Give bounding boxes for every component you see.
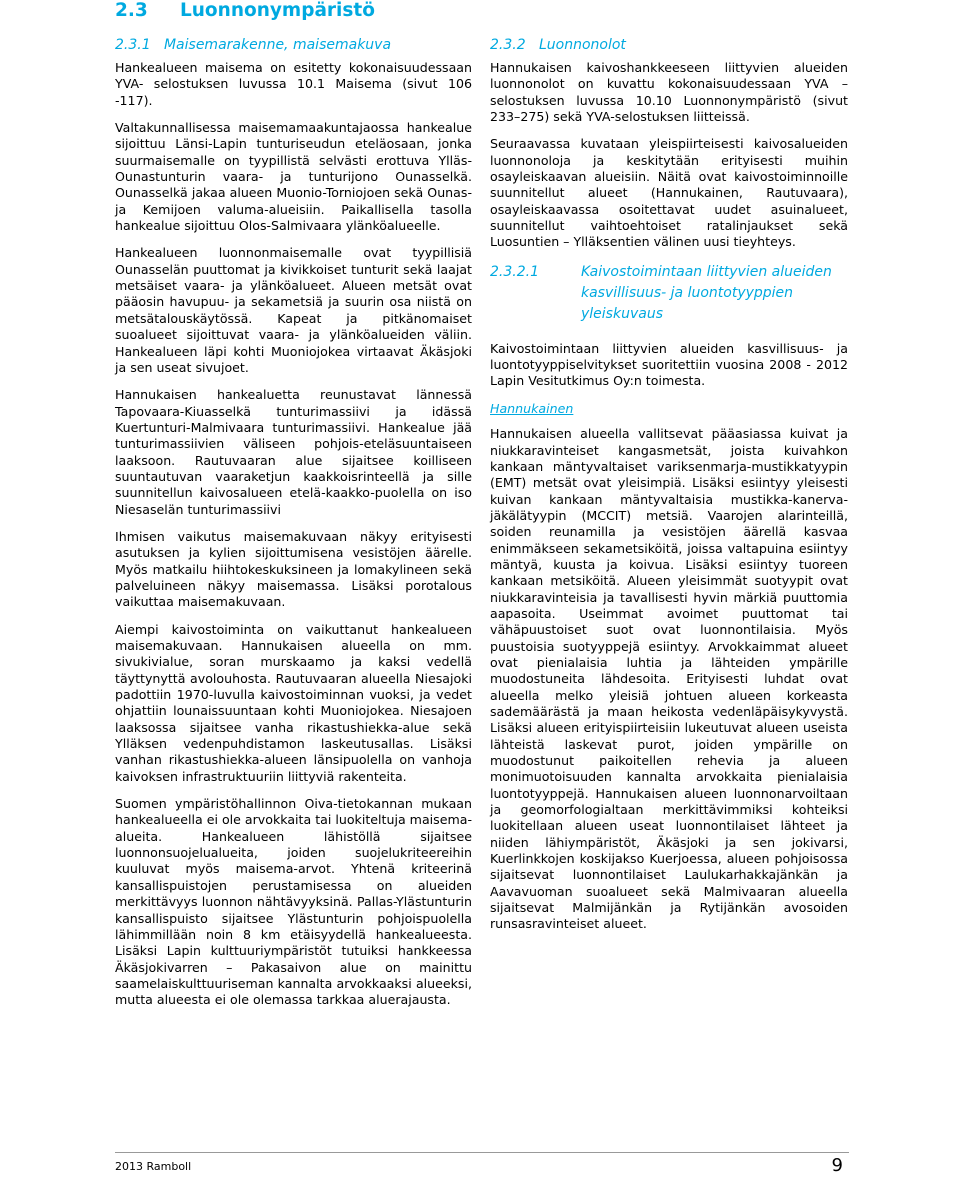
right-column — [490, 36, 848, 944]
paragraph: Hannukaisen hankealuetta reunustavat lännessä Tapovaara-Kiuasselkä tunturimassiivi ja idässä Kuertunturi-Malmivaara tunturimassiivi. Hankealue jää tunturimassiivien väliseen pohjois-eteläsuuntaiseen laaksoon. Rautuvaaran alue sijaitsee koilliseen suuntautuvan vaaraketjun kaakkoisrinteellä ja sille suunnitellun kaivosalueen etelä-kaakko-puolella on iso Niesaselän tunturimassiivi — [115, 387, 472, 517]
left-column — [115, 36, 472, 1020]
section-heading-maisemarakenne: 2.3.1 Maisemarakenne, maisemakuva — [115, 37, 392, 53]
page-number: 9 — [831, 1155, 843, 1176]
paragraph: Hannukaisen kaivoshankkeeseen liittyvien alueiden luonnonolot on kuvattu kokonaisuudessaan YVA – selostuksen luvussa 10.10 Luonnonympäristö (sivut 233–275) sekä YVA-selostuksen liitteissä. — [490, 60, 848, 125]
paragraph: Hankealueen luonnonmaisemalle ovat tyypillisiä Ounasselän puuttomat ja kivikkoiset tunturit sekä laajat metsäiset vaara- ja ylänköalueet. Alueen metsät ovat pääosin havupuu- ja sekametsiä ja suurin osa niistä on metsätalouskäytössä. Kapeat ja pitkänomaiset suoalueet sijoittuvat vaara- ja ylänköalueiden väliin. Hankealueen läpi kohti Muoniojokea virtaavat Äkäsjoki ja sen useat sivujoet. — [115, 245, 472, 375]
paragraph: Kaivostoimintaan liittyvien alueiden kasvillisuus- ja luontotyyppiselvitykset suoritettiin vuosina 2008 - 2012 Lapin Vesitutkimus Oy:n toimesta. — [490, 340, 848, 389]
subsection-number: 2.3.2.1 — [490, 263, 539, 280]
subsection-title: Kaivostoimintaan liittyvien alueiden kasvillisuus- ja luontotyyppien yleiskuvaus — [581, 263, 832, 322]
footer-divider — [115, 1152, 849, 1153]
footer-copyright: 2013 Ramboll — [115, 1160, 192, 1173]
paragraph: Suomen ympäristöhallinnon Oiva-tietokannan mukaan hankealueella ei ole arvokkaita tai luokiteltuja maisema-alueita. Hankealueen lähistöllä sijaitsee luonnonsuojelualueita, joiden suojelukriteereihin kuuluvat myös maisema-arvot. Yhtenä kriteerinä kansallispuistojen perustamisessa on alueiden merkittävyys luonnon nähtävyyksinä. Pallas-Ylästunturin kansallispuisto sijaitsee Ylästunturin pohjoispuolella lähimmillään noin 8 km etäisyydellä hankealueesta. Lisäksi Lapin kulttuuriympäristöt tutuiksi hankkeessa Äkäsjokivarren – Pakasaivon alue on mainittu saamelaiskulttuuriseman kannalta arvokkaaksi alueeksi, mutta alueesta ei ole olemassa tarkkaa aluerajausta. — [115, 796, 472, 1008]
paragraph: Hannukaisen alueella vallitsevat pääasiassa kuivat ja niukkaravinteiset kangasmetsät, joista kuivahkon kankaan mäntyvaltaiset variksenmarja-mustikkatyypin (EMT) metsät ovat yleisimpiä. Lisäksi esiintyy yleisesti kuivan kankaan mäntyvaltaisia mustikka-kanerva-jäkälätyypin (MCCIT) metsiä. Vaarojen alarinteillä, soiden reunamilla ja vesistöjen äärellä kasvaa enimmäkseen sekametsiköitä, joissa valtapuina esiintyy mäntyä, kuusta ja koivua. Lisäksi esiintyy tuoreen kankaan metsiköitä. Alueen yleisimmät suotyypit ovat niukkaravinteisia ja tavallisesti hyvin märkiä puuttomia aapasoita. Useimmat avoimet puuttomat tai vähäpuustoiset suot ovat luonnontilaisia. Myös puustoisia suotyyppejä esiintyy. Arvokkaimmat alueet ovat pienialaisia luhtia ja lähteiden ympärille muodostuneita lähdesoita. Erityisesti luhdat ovat alueella melko yleisiä johtuen alueen korkeasta sademäärästä ja maan heikosta vedenläpäisykyvystä. Lisäksi alueen erityispiirteisiin lukeutuvat alueen useista lähteistä laskevat purot, joiden ympärille on muodostunut paikoitellen rehevia ja alueen monimuotoisuuden kannalta arvokkaita pienialaisia luontotyyppejä. Hannukaisen alueen luonnonarvoiltaan ja geomorfologialtaan merkittävimmiksi kohteiksi luokitellaan alueen useat luonnontilaiset lähteet ja niiden lähiympäristöt, Äkäsjoki ja sen jokivarsi, Kuerlinkkojen koskijakso Kuerjoessa, alueen pohjoisossa sijaitsevat luonnontilaiset Laulukarhakkajänkän ja Aavavuoman suoalueet sekä Malmivaaran alueella sijaitsevat Malmijänkän ja Rytijänkän avosoiden runsasravinteiset alueet. — [490, 426, 848, 932]
paragraph: Hankealueen maisema on esitetty kokonaisuudessaan YVA- selostuksen luvussa 10.1 Maisema (sivut 106 -117). — [115, 60, 472, 108]
page-title: 2.3 Luonnonympäristö — [115, 0, 375, 21]
paragraph: Valtakunnallisessa maisemamaakuntajaossa hankealue sijoittuu Länsi-Lapin tunturiseudun eteläosaan, jonka suurmaisemalle on tyypillistä selvästi erottuva Ylläs-Ounastunturin vaara- ja tunturijono Ounasselkä. Ounasselkä jakaa alueen Muonio-Torniojoen sekä Ounas- ja Kemijoen valuma-alueisiin. Paikallisella tasolla hankealue sijoittuu Olos-Salmivaara ylänköalueelle. — [115, 120, 472, 234]
subsection-heading — [490, 262, 848, 325]
paragraph: Ihmisen vaikutus maisemakuvaan näkyy erityisesti asutuksen ja kylien sijoittumisena vesistöjen äärelle. Myös matkailu hiihtokeskuksineen ja lomakylineen sekä palveluineen näkyy maisemassa. Lisäksi porotalous vaikuttaa maisemakuvaan. — [115, 528, 472, 610]
paragraph: Aiempi kaivostoiminta on vaikuttanut hankealueen maisemakuvaan. Hannukaisen alueella on mm. sivukivialue, soran murskaamo ja kaksi vedellä täyttynyttä avolouhosta. Rautuvaaran alueella Niesajoki padottiin 1970-luvulla kaivostoiminnan vuoksi, ja vedet ohjattiin lounaissuuntaan kohti Muoniojokea. Niesajoen laaksossa sijaitsee vanha rikastushiekka-alue sekä Ylläksen vedenpuhdistamon laskeutusallas. Lisäksi vanhan rikastushiekka-alueen länsipuolella on vanhoja kaivoksen infrastruktuuriin liittyviä rakenteita. — [115, 621, 472, 784]
paragraph: Seuraavassa kuvataan yleispiirteisesti kaivosalueiden luonnonoloja ja keskitytään erityisesti muihin osayleiskaavan alueisiin. Näitä ovat kaivostoiminnoille suunnitellut alueet (Hannukainen, Rautuvaara), osayleiskaavassa osoitettavat uudet asuinalueet, suunnitellut vaihtoehtoiset ratalinjaukset sekä Luosuntien – Ylläksentien välinen uusi tieyhteys. — [490, 136, 848, 250]
section-heading-luonnonolot: 2.3.2 Luonnonolot — [490, 37, 626, 53]
area-heading-hannukainen: Hannukainen — [490, 400, 574, 416]
